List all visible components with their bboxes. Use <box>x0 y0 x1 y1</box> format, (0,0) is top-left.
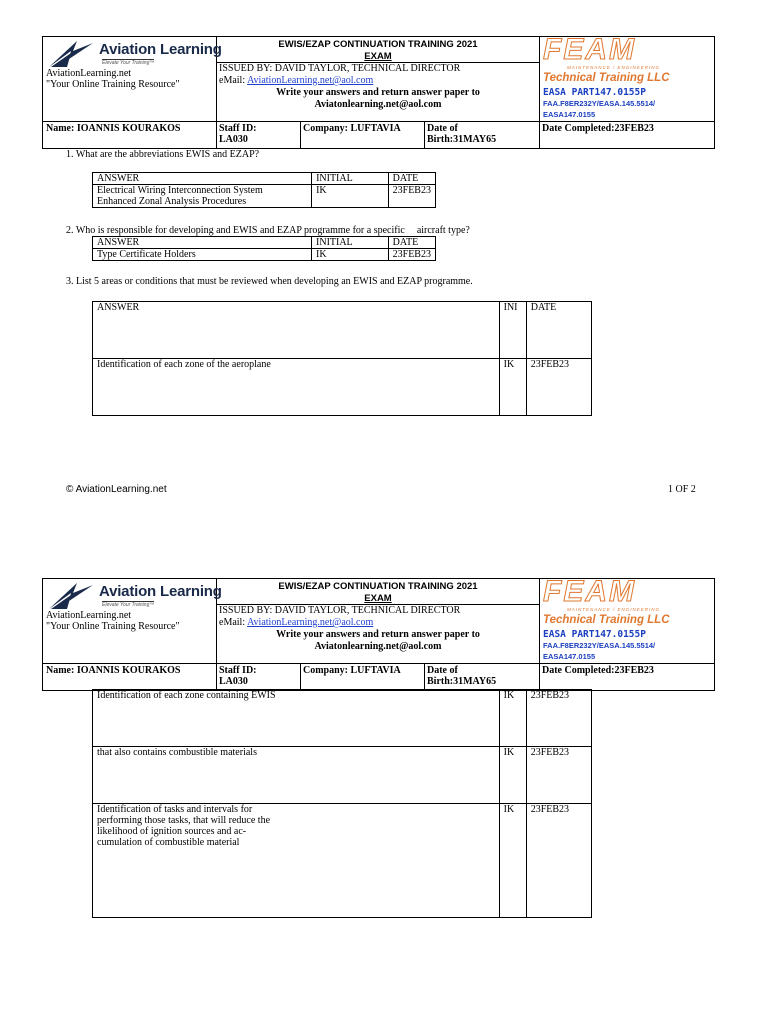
company: Company: LUFTAVIA <box>303 665 401 676</box>
motto: "Your Online Training Resource" <box>46 79 180 90</box>
answer-cell: Identification of each zone of the aeroplane <box>93 359 500 416</box>
candidate-name: Name: IOANNIS KOURAKOS <box>46 665 181 676</box>
table-row <box>93 249 436 261</box>
dob-label: Date of <box>427 665 458 676</box>
logo-text: Aviation Learning <box>99 583 222 600</box>
header-initial: INI <box>499 302 526 359</box>
header-answer: ANSWER <box>93 237 312 249</box>
divider <box>300 121 301 148</box>
motto: "Your Online Training Resource" <box>46 621 180 632</box>
exam-subtitle: EXAM <box>364 593 392 604</box>
site-name: AviationLearning.net <box>46 68 132 79</box>
page-number: 1 OF 2 <box>668 484 696 495</box>
aviation-learning-logo <box>47 39 222 69</box>
exam-title: EWIS/EZAP CONTINUATION TRAINING 2021 <box>278 39 478 50</box>
divider <box>424 663 425 690</box>
approval-main: EASA PART147.0155P <box>543 629 646 640</box>
answer-cell: Identification of each zone containing EWIS <box>93 690 500 747</box>
initial-cell: IK <box>499 359 526 416</box>
email-line <box>219 617 373 628</box>
divider <box>300 663 301 690</box>
header-initial: INITIAL <box>312 173 389 185</box>
answer-cell: that also contains combustible materials <box>93 747 500 804</box>
feam-name: Technical Training LLC <box>543 614 670 626</box>
logo-tagline: Elevate Your Training™ <box>102 602 155 608</box>
date-completed: Date Completed:23FEB23 <box>542 123 654 134</box>
table-row <box>93 804 592 918</box>
divider <box>539 579 540 690</box>
logo-tagline: Elevate Your Training™ <box>102 60 155 66</box>
approval-line3: EASA147.0155 <box>543 652 596 661</box>
table-header-row <box>93 173 436 185</box>
question-2 <box>66 225 470 236</box>
answer-cell: Type Certificate Holders <box>93 249 312 261</box>
staff-id <box>219 665 257 687</box>
dob-value: Birth:31MAY65 <box>427 676 497 687</box>
feam-logo: FEAM <box>543 33 636 66</box>
feam-subtitle: MAINTENANCE / ENGINEERING <box>567 607 661 612</box>
header-answer: ANSWER <box>93 302 500 359</box>
staff-label: Staff ID: <box>219 123 257 134</box>
initial-cell: IK <box>312 185 389 208</box>
divider <box>43 663 714 664</box>
copyright: © AviationLearning.net <box>66 484 167 495</box>
date-cell: 23FEB23 <box>526 747 591 804</box>
divider <box>43 121 714 122</box>
date-cell: 23FEB23 <box>526 804 591 918</box>
date-cell: 23FEB23 <box>526 690 591 747</box>
page2-header <box>42 575 715 691</box>
date-of-birth <box>427 665 496 687</box>
header-date: DATE <box>526 302 591 359</box>
issued-by: ISSUED BY: DAVID TAYLOR, TECHNICAL DIRECTOR <box>219 63 461 74</box>
aviation-learning-logo <box>47 581 222 611</box>
date-cell: 23FEB23 <box>526 359 591 416</box>
logo-text: Aviation Learning <box>99 41 222 58</box>
initial-cell: IK <box>499 804 526 918</box>
answer-table-1 <box>92 172 436 208</box>
table-row <box>93 185 436 208</box>
table-header-row <box>93 302 592 359</box>
date-of-birth <box>427 123 496 145</box>
answer-text: cumulation of combustible material <box>97 837 240 848</box>
date-cell: 23FEB23 <box>388 249 435 261</box>
header-date: DATE <box>388 173 435 185</box>
instruction-line2: Aviatonlearning.net@aol.com <box>314 99 442 110</box>
email-label: eMail: <box>219 75 248 86</box>
header-date: DATE <box>388 237 435 249</box>
exam-subtitle: EXAM <box>364 51 392 62</box>
question-2-text: 2. Who is responsible for developing and EWIS and EZAP programme for a specific <box>66 225 405 236</box>
approval-line2: FAA.F8ER232Y/EASA.145.5514/ <box>543 99 656 108</box>
initial-cell: IK <box>499 690 526 747</box>
table-row <box>93 747 592 804</box>
plane-logo-icon <box>47 39 95 69</box>
feam-subtitle: MAINTENANCE / ENGINEERING <box>567 65 661 70</box>
question-1: 1. What are the abbreviations EWIS and EZAP? <box>66 149 260 160</box>
answer-text: Electrical Wiring Interconnection System <box>97 185 263 196</box>
company: Company: LUFTAVIA <box>303 123 401 134</box>
plane-logo-icon <box>47 581 95 611</box>
instruction-line1: Write your answers and return answer paper to <box>276 629 480 640</box>
approval-line3: EASA147.0155 <box>543 110 596 119</box>
table-header-row <box>93 237 436 249</box>
staff-value: LA030 <box>219 134 248 145</box>
answer-cell <box>93 804 500 918</box>
instruction-line2: Aviatonlearning.net@aol.com <box>314 641 442 652</box>
email-link[interactable]: AviationLearning.net@aol.com <box>247 75 374 86</box>
header-initial: INITIAL <box>312 237 389 249</box>
header-answer: ANSWER <box>93 173 312 185</box>
dob-label: Date of <box>427 123 458 134</box>
date-completed: Date Completed:23FEB23 <box>542 665 654 676</box>
dob-value: Birth:31MAY65 <box>427 134 497 145</box>
staff-label: Staff ID: <box>219 665 257 676</box>
question-2-text-end: aircraft type? <box>416 225 470 236</box>
divider <box>539 37 540 148</box>
issued-by: ISSUED BY: DAVID TAYLOR, TECHNICAL DIRECTOR <box>219 605 461 616</box>
answer-text: Enhanced Zonal Analysis Procedures <box>97 196 247 207</box>
answer-table-2 <box>92 236 436 261</box>
staff-id <box>219 123 257 145</box>
staff-value: LA030 <box>219 676 248 687</box>
feam-logo: FEAM <box>543 575 636 608</box>
approval-line2: FAA.F8ER232Y/EASA.145.5514/ <box>543 641 656 650</box>
page1-header <box>42 33 715 149</box>
answer-cell <box>93 185 312 208</box>
answer-text: performing those tasks, that will reduce the <box>97 815 271 826</box>
initial-cell: IK <box>312 249 389 261</box>
table-row <box>93 359 592 416</box>
question-3: 3. List 5 areas or conditions that must be reviewed when developing an EWIS and EZAP programme. <box>66 276 473 287</box>
site-name: AviationLearning.net <box>46 610 132 621</box>
approval-main: EASA PART147.0155P <box>543 87 646 98</box>
feam-name: Technical Training LLC <box>543 72 670 84</box>
divider <box>424 121 425 148</box>
table-row <box>93 690 592 747</box>
answer-text: Identification of tasks and intervals for <box>97 804 253 815</box>
date-cell: 23FEB23 <box>388 185 435 208</box>
instruction-line1: Write your answers and return answer paper to <box>276 87 480 98</box>
candidate-name: Name: IOANNIS KOURAKOS <box>46 123 181 134</box>
answer-table-4 <box>92 689 592 918</box>
exam-title: EWIS/EZAP CONTINUATION TRAINING 2021 <box>278 581 478 592</box>
answer-text: likelihood of ignition sources and ac- <box>97 826 247 837</box>
answer-table-3 <box>92 301 592 416</box>
email-line <box>219 75 373 86</box>
email-link[interactable]: AviationLearning.net@aol.com <box>247 617 374 628</box>
email-label: eMail: <box>219 617 248 628</box>
initial-cell: IK <box>499 747 526 804</box>
